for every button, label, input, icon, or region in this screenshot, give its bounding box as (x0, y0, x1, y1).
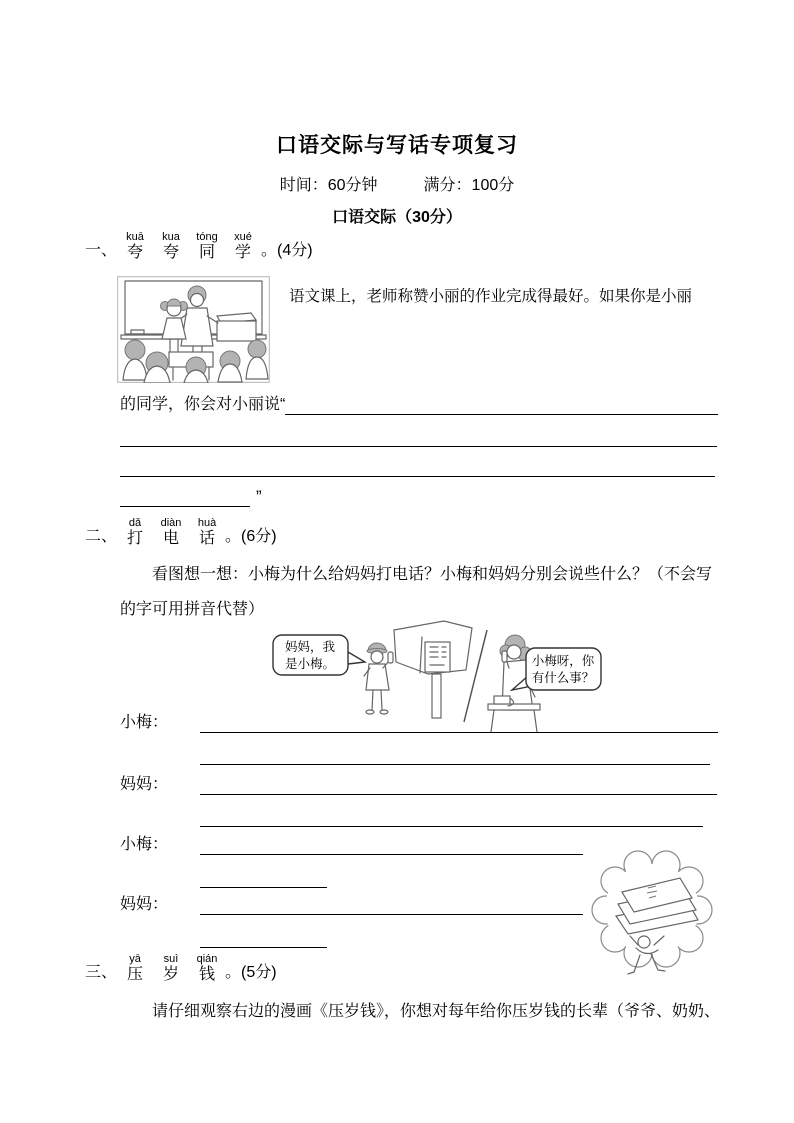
question-points: 。(4分) (261, 241, 313, 259)
answer-blank[interactable] (200, 764, 710, 765)
time-limit: 时间：60分钟 (279, 177, 378, 194)
dialogue-row (120, 894, 583, 915)
answer-blank[interactable] (120, 476, 715, 477)
answer-blank[interactable] (120, 506, 250, 507)
svg-text:妈妈，我: 妈妈，我 (284, 640, 336, 654)
question-1-intro: 语文课上，老师称赞小丽的作业完成得最好。如果你是小丽 (289, 288, 693, 305)
answer-blank[interactable] (200, 887, 327, 888)
payphone (394, 621, 472, 718)
question-2-intro-line2: 的字可用拼音代替） (120, 601, 265, 618)
section-heading: 口语交际（30分） (332, 209, 462, 226)
speaker-label: 小梅： (120, 714, 169, 731)
question-title-with-pinyin: kuā 夸 kua 夸 tóng 同 xué 学 (126, 231, 252, 261)
red-envelope-comic-illustration (588, 848, 716, 990)
dialogue-row (120, 774, 717, 795)
answer-blank[interactable] (200, 834, 583, 855)
question-2-heading (85, 518, 277, 547)
question-title-with-pinyin: dǎ 打 diàn 电 huà 话 (127, 517, 217, 547)
question-1-heading (85, 232, 313, 261)
closing-quote: ” (256, 487, 262, 506)
girl-speech-bubble (273, 635, 365, 675)
answer-blank[interactable] (200, 894, 583, 915)
svg-text:有什么事？: 有什么事？ (531, 671, 595, 685)
question-points: 。(6分) (225, 527, 277, 545)
answer-blank[interactable] (200, 826, 703, 827)
question-3-heading (85, 954, 277, 983)
speaker-label: 妈妈： (120, 776, 169, 793)
question-number: 一、 (85, 241, 118, 259)
question-3-intro: 请仔细观察右边的漫画《压岁钱》，你想对每年给你压岁钱的长辈（爷爷、奶奶、 (152, 1003, 721, 1020)
speaker-label: 妈妈： (120, 896, 169, 913)
answer-blank[interactable] (285, 394, 718, 415)
exam-title: 口语交际与写话专项复习 (276, 134, 518, 157)
dialogue-row (120, 834, 583, 855)
girl-figure (364, 643, 393, 714)
question-number: 三、 (85, 963, 118, 981)
question-1-prompt: 的同学，你会对小丽说“ (120, 396, 286, 413)
answer-blank[interactable] (200, 774, 717, 795)
answer-blank[interactable] (120, 446, 717, 447)
answer-blank[interactable] (200, 947, 327, 948)
question-title-with-pinyin: yā 压 suì 岁 qián 钱 (127, 953, 218, 983)
svg-text:小梅呀，你: 小梅呀，你 (531, 654, 595, 668)
exam-meta (0, 172, 794, 195)
dialogue-row (120, 712, 718, 733)
speaker-label: 小梅： (120, 836, 169, 853)
classroom-illustration (117, 276, 270, 383)
question-number: 二、 (85, 527, 118, 545)
svg-text:是小梅。: 是小梅。 (284, 657, 336, 671)
question-2-intro-line1: 看图想一想：小梅为什么给妈妈打电话？小梅和妈妈分别会说些什么？（不会写 (152, 566, 713, 583)
question-1-prompt-row (120, 394, 718, 415)
full-score: 满分：100分 (423, 177, 515, 194)
answer-blank[interactable] (200, 712, 718, 733)
question-points: 。(5分) (225, 963, 277, 981)
